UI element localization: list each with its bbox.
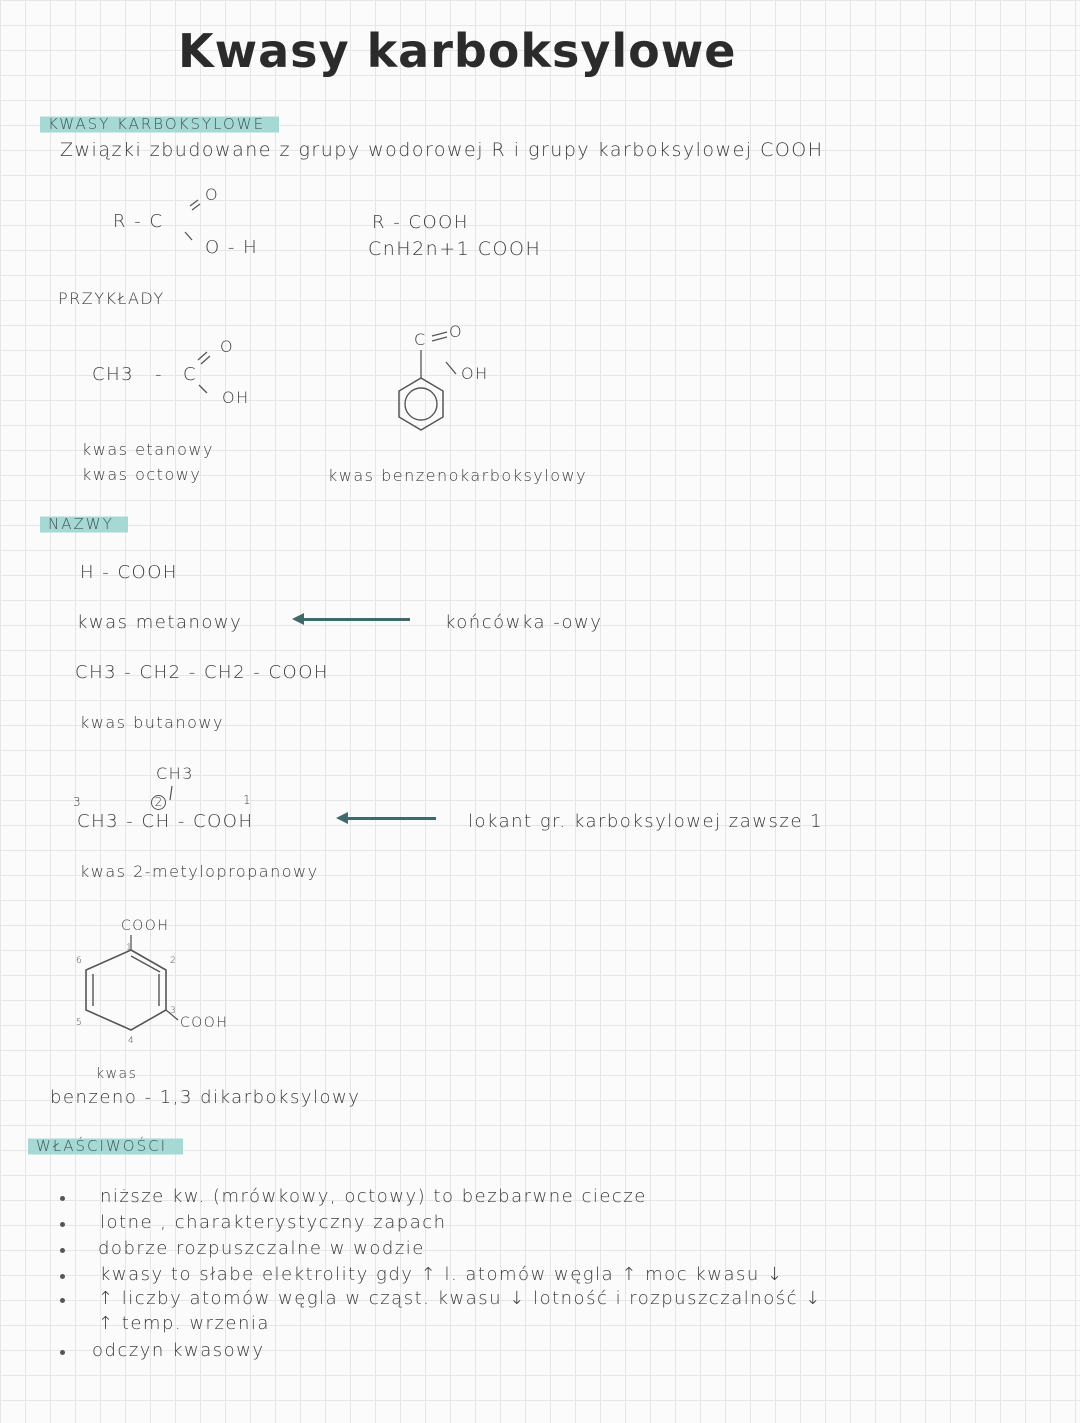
benzoic-oh: OH bbox=[461, 364, 489, 383]
examples-heading: PRZYKŁADY bbox=[58, 289, 165, 308]
phthalic-num-2: 2 bbox=[170, 956, 178, 966]
acetic-c: C bbox=[183, 364, 198, 385]
phthalic-cooh-1: COOH bbox=[121, 918, 170, 934]
ending-note: końcówka -owy bbox=[445, 612, 603, 633]
locant-note: lokant gr. karboksylowej zawsze 1 bbox=[468, 811, 824, 832]
formic-formula: H - COOH bbox=[80, 562, 178, 583]
formic-name: kwas metanowy bbox=[77, 612, 243, 633]
property-item: ↑ temp. wrzenia bbox=[98, 1313, 270, 1334]
benzoic-o: O bbox=[449, 322, 464, 341]
phthalic-num-6: 6 bbox=[76, 956, 84, 966]
formula-r-cooh: R - COOH bbox=[372, 212, 469, 233]
butanoic-formula: CH3 - CH2 - CH2 - COOH bbox=[75, 662, 329, 683]
acetic-name-2: kwas octowy bbox=[82, 465, 202, 484]
iso-locant-3: 3 bbox=[73, 795, 83, 809]
bullet-icon bbox=[60, 1248, 65, 1253]
acetic-name-1: kwas etanowy bbox=[82, 440, 214, 459]
bullet-icon bbox=[60, 1222, 65, 1227]
page-title: Kwasy karboksylowe bbox=[178, 24, 737, 78]
acetic-ch3: CH3 bbox=[92, 364, 135, 385]
acetic-dash: - bbox=[155, 364, 163, 385]
benzoic-name: kwas benzenokarboksylowy bbox=[328, 466, 588, 485]
formula-general: CnH2n+1 COOH bbox=[368, 238, 542, 260]
section-heading-kwasy: KWASY KARBOKSYLOWE bbox=[40, 113, 279, 135]
section-heading-wlasciwosci: WŁAŚCIWOŚCI bbox=[28, 1135, 183, 1157]
phthalic-num-1: 1 bbox=[126, 943, 134, 953]
phthalic-cooh-3: COOH bbox=[180, 1015, 229, 1031]
iso-ch3-top: CH3 bbox=[156, 764, 194, 783]
property-item: ↑ liczby atomów węgla w cząst. kwasu ↓ lotność i rozpuszczalność ↓ bbox=[98, 1288, 822, 1309]
bullet-icon bbox=[60, 1196, 65, 1201]
bullet-icon bbox=[60, 1274, 65, 1279]
phthalic-num-5: 5 bbox=[76, 1018, 84, 1028]
property-item: odczyn kwasowy bbox=[92, 1340, 265, 1361]
bullet-icon bbox=[60, 1350, 65, 1355]
property-item: kwasy to słabe elektrolity gdy ↑ l. atomów węgla ↑ moc kwasu ↓ bbox=[100, 1264, 784, 1285]
general-structure-oh: O - H bbox=[205, 237, 259, 258]
general-structure-rc: R - C bbox=[113, 211, 164, 232]
definition-text: Związki zbudowane z grupy wodorowej R i grupy karboksylowej COOH bbox=[60, 139, 824, 161]
property-item: lotne , charakterystyczny zapach bbox=[100, 1212, 447, 1233]
acetic-o: O bbox=[220, 337, 235, 356]
iso-locant-2: 2 bbox=[151, 795, 166, 810]
phthalic-num-4: 4 bbox=[128, 1036, 136, 1046]
bullet-icon bbox=[60, 1298, 65, 1303]
section-heading-nazwy: NAZWY bbox=[40, 513, 128, 535]
iso-formula: CH3 - CH - COOH bbox=[77, 811, 254, 832]
butanoic-name: kwas butanowy bbox=[80, 713, 224, 732]
phthalic-num-3: 3 bbox=[170, 1006, 178, 1016]
iso-locant-1: 1 bbox=[243, 793, 253, 807]
acetic-oh: OH bbox=[222, 388, 250, 407]
property-item: dobrze rozpuszczalne w wodzie bbox=[98, 1238, 425, 1259]
benzoic-c: C bbox=[414, 330, 427, 349]
phthalic-name-1: kwas bbox=[96, 1066, 138, 1082]
property-item: niższe kw. (mrówkowy, octowy) to bezbarwne ciecze bbox=[100, 1186, 647, 1207]
general-structure-o: O bbox=[205, 185, 220, 204]
phthalic-name-2: benzeno - 1,3 dikarboksylowy bbox=[50, 1087, 361, 1108]
iso-name: kwas 2-metylopropanowy bbox=[80, 862, 319, 881]
